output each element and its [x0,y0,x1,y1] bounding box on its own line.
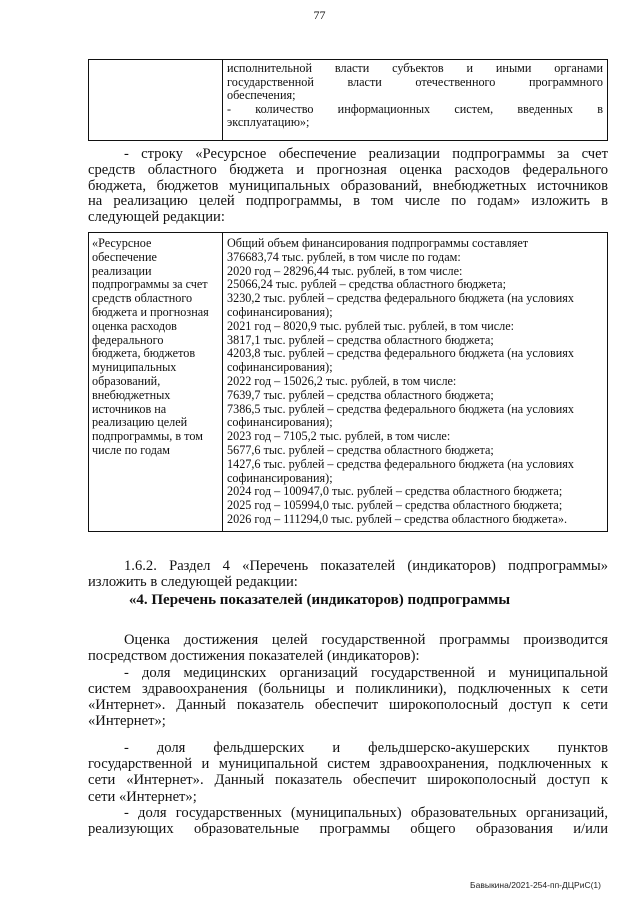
text-line: федерального [92,332,164,347]
text-line: - строку «Ресурсное обеспечение реализации подпрограммы за счет [124,146,608,162]
text-line: 4203,8 тыс. рублей – средства федерального бюджета (на условиях [227,346,574,361]
text-line: 376683,74 тыс. рублей, в том числе по годам: [227,249,461,264]
text-line: - доля фельдшерских и фельдшерско-акушерских пунктов [124,739,608,756]
text-line: софинансирования); [227,415,333,430]
text-line: на реализацию целей подпрограммы, в том числе по годам» изложить в [88,193,608,210]
text-line: 25066,24 тыс. рублей – средства областного бюджета; [227,277,506,292]
text-line: подпрограммы за счет [92,277,208,292]
text-line: сети «Интернет»; [88,788,197,805]
text-line: числе по годам [92,442,171,457]
text-line: следующей редакции: [88,209,225,226]
table-row [89,60,608,141]
text-line: муниципальных [92,360,177,375]
text-line: реализации [92,263,152,278]
text-line: «Интернет»; [88,713,166,730]
text-line: исполнительной власти субъектов и иными органами [227,61,603,75]
text-line: реализующих образовательные программы общего образования и/или [88,821,608,838]
text-line: систем здравоохранения (больницы и поликлиники), подключенных к сети [88,680,608,697]
text-line: - доля государственных (муниципальных) образовательных организаций, [124,804,608,821]
text-line: эксплуатацию»; [227,115,310,129]
table-cell-financing [223,233,608,532]
document-footer: Бавыкина/2021-254-пп-ДЦРиС(1) [470,880,601,890]
table-continuation [88,59,608,141]
page-number: 77 [313,8,326,22]
text-line: - доля медицинских организаций государственной и муниципальной [124,664,608,681]
text-line: 7639,7 тыс. рублей – средства областного бюджета; [227,387,494,402]
text-line: источников на [92,401,167,416]
section-heading: «4. Перечень показателей (индикаторов) подпрограммы [128,592,511,608]
text-line: 1.6.2. Раздел 4 «Перечень показателей (индикаторов) подпрограммы» [124,558,608,574]
text-line: 7386,5 тыс. рублей – средства федерального бюджета (на условиях [227,401,574,416]
text-line: софинансирования); [227,304,333,319]
text-line: образований, [92,373,161,388]
text-line: подпрограммы, в том [92,429,203,444]
text-line: 2021 год – 8020,9 тыс. рублей тыс. рублей, в том числе: [227,318,515,333]
text-line: государственной власти отечественного программного [227,74,603,89]
text-line: реализацию целей [92,415,188,430]
text-line: сети «Интернет». Данный показатель обеспечит широкополосный доступ к [88,772,608,789]
paragraph-section-4 [88,559,608,591]
text-line: 2024 год – 100947,0 тыс. рублей – средства областного бюджета; [227,484,563,499]
text-line: 2022 год – 15026,2 тыс. рублей, в том числе: [227,373,457,388]
table-cell-empty [89,60,223,141]
text-line: средств областного бюджета и прогнозная оценка расходов федерального [88,161,608,178]
text-line: «Ресурсное [92,236,152,250]
text-line: Оценка достижения целей государственной программы производится [124,632,608,648]
text-line: 2025 год – 105994,0 тыс. рублей – средства областного бюджета; [227,498,563,513]
text-line: внебюджетных [92,387,171,402]
text-line: 2020 год – 28296,44 тыс. рублей, в том числе: [227,263,463,278]
text-line: 3817,1 тыс. рублей – средства областного бюджета; [227,332,494,347]
text-line: государственной и муниципальной систем здравоохранения, подключенных к [88,756,608,773]
text-line: изложить в следующей редакции: [88,573,298,590]
text-line: бюджета и прогнозная [92,304,209,319]
table-resource-provision [88,232,608,532]
text-line: 2026 год – 111294,0 тыс. рублей – средства областного бюджета». [227,511,568,526]
table-row [89,233,608,532]
text-line: бюджета, бюджетов [92,346,196,361]
paragraph-resource-row [88,147,608,226]
text-line: обеспечение [92,249,157,264]
text-line: бюджета, бюджетов муниципальных образований, внебюджетных источников [88,177,608,194]
text-line: Общий объем финансирования подпрограммы составляет [227,236,529,250]
text-line: 5677,6 тыс. рублей – средства областного бюджета; [227,442,494,457]
paragraph-indicators [88,632,608,838]
table-cell-label [89,233,223,532]
text-line: 1427,6 тыс. рублей – средства федерального бюджета (на условиях [227,456,574,471]
text-line: - количество информационных систем, введенных в [227,101,603,116]
text-line: посредством достижения показателей (индикаторов): [88,648,420,665]
text-line: софинансирования); [227,360,333,375]
text-line: 3230,2 тыс. рублей – средства федерального бюджета (на условиях [227,291,574,306]
text-line: оценка расходов [92,318,177,333]
text-line: софинансирования); [227,470,333,485]
text-line: обеспечения; [227,88,296,102]
table-cell-text [223,60,608,141]
text-line: 2023 год – 7105,2 тыс. рублей, в том числе: [227,429,451,444]
text-line: средств областного [92,291,193,306]
text-line: «Интернет». Данный показатель обеспечит широкополосный доступ к сети [88,697,608,714]
